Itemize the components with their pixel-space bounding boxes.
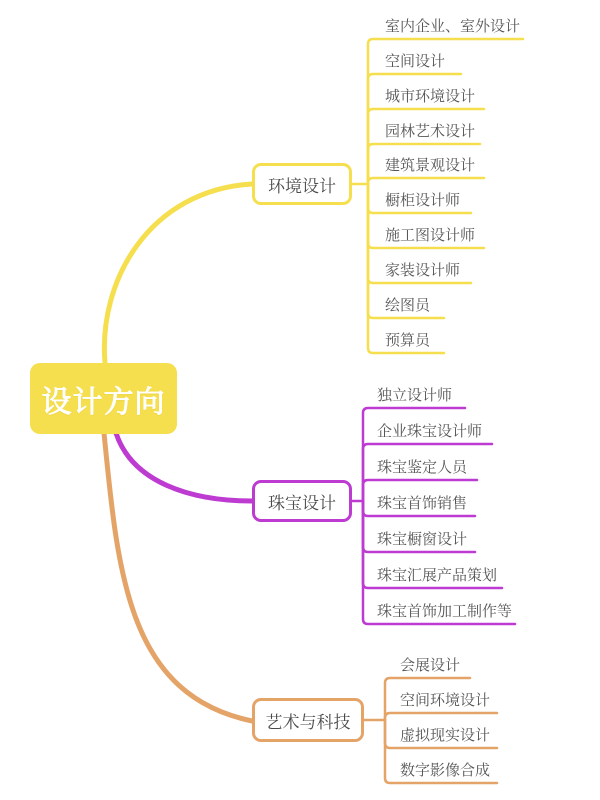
branch-node-label: 艺术与科技	[265, 712, 351, 732]
child-topic[interactable]: 橱柜设计师	[385, 192, 461, 209]
root-to-jewelry-curve	[116, 433, 252, 501]
child-topic[interactable]: 珠宝鉴定人员	[377, 459, 468, 476]
root-to-environment-curve	[104, 184, 252, 363]
branch-node-art-and-technology[interactable]	[252, 698, 364, 742]
child-topic[interactable]: 空间设计	[385, 53, 446, 70]
child-topic[interactable]: 绘图员	[385, 297, 431, 314]
child-topic[interactable]: 虚拟现实设计	[400, 727, 491, 744]
child-topic[interactable]: 城市环境设计	[385, 88, 476, 105]
child-topic[interactable]: 企业珠宝设计师	[377, 423, 483, 440]
root-node-design-direction[interactable]	[30, 363, 177, 434]
child-topic[interactable]: 施工图设计师	[385, 227, 476, 244]
child-topic[interactable]: 预算员	[385, 332, 431, 349]
child-topic[interactable]: 珠宝首饰加工制作等	[377, 603, 513, 620]
child-topic[interactable]: 家装设计师	[385, 262, 461, 279]
branch-node-environment-design[interactable]	[252, 163, 352, 205]
child-connector	[385, 713, 497, 720]
branch-node-label: 环境设计	[268, 176, 336, 196]
child-topic[interactable]: 珠宝汇展产品策划	[377, 567, 498, 584]
root-to-art-tech-curve	[104, 433, 252, 721]
child-topic[interactable]: 空间环境设计	[400, 692, 491, 709]
child-topic[interactable]: 珠宝橱窗设计	[377, 531, 468, 548]
child-topic[interactable]: 会展设计	[400, 657, 461, 674]
branch-node-jewelry-design[interactable]	[252, 480, 352, 522]
child-topic[interactable]: 珠宝首饰销售	[377, 495, 468, 512]
child-topic[interactable]: 数字影像合成	[400, 762, 491, 779]
child-topic[interactable]: 独立设计师	[377, 387, 453, 404]
child-topic[interactable]: 园林艺术设计	[385, 123, 476, 140]
branch-node-label: 珠宝设计	[268, 493, 336, 513]
root-node-label: 设计方向	[41, 385, 166, 419]
child-topic[interactable]: 建筑景观设计	[385, 157, 476, 174]
child-topic[interactable]: 室内企业、室外设计	[385, 18, 521, 35]
child-connector	[368, 178, 484, 184]
